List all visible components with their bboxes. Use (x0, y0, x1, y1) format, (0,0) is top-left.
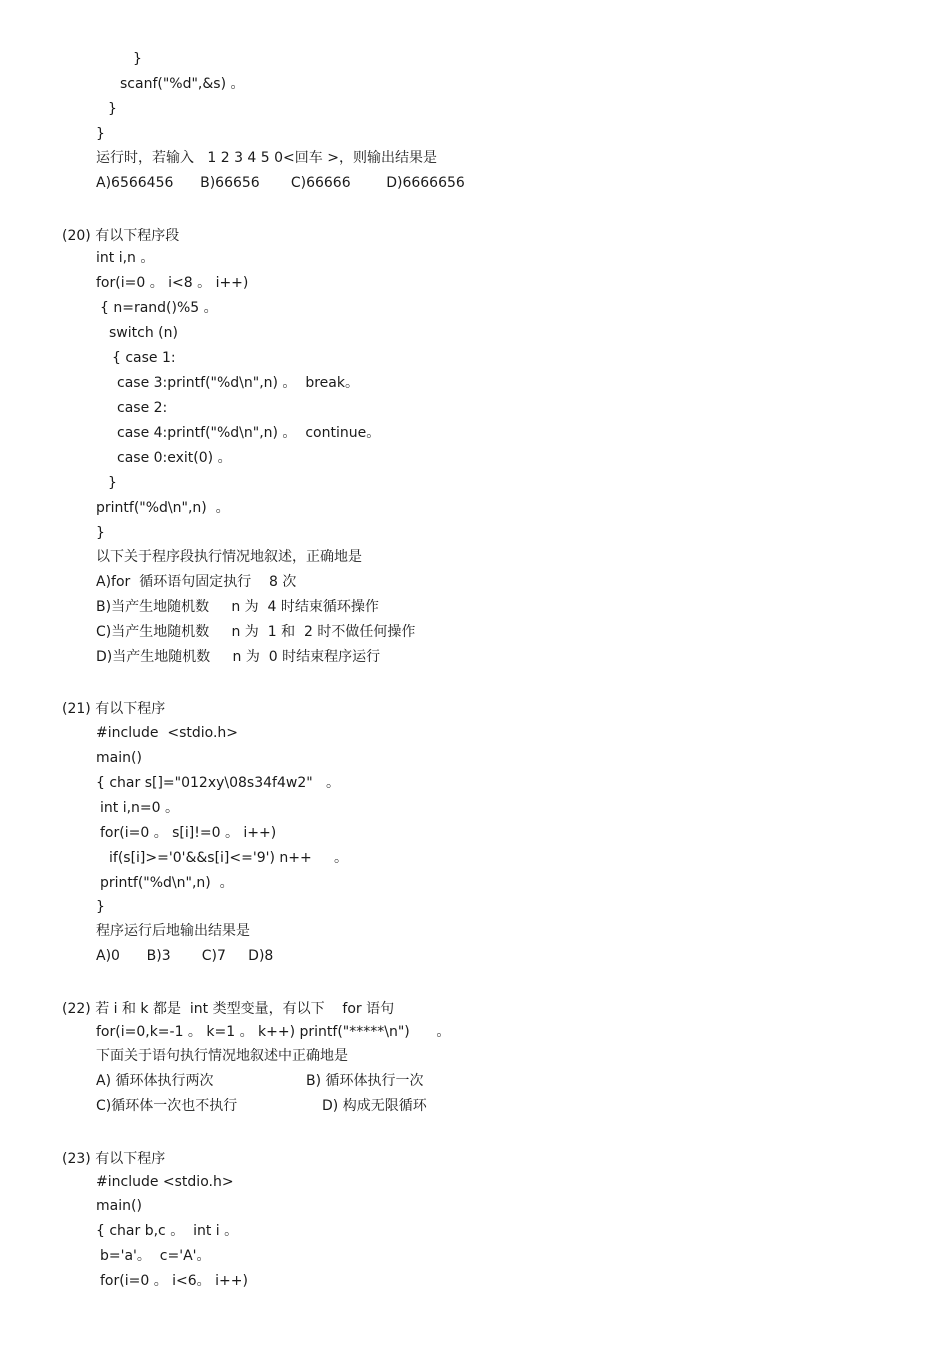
question-text: 下面关于语句执行情况地叙述中正确地是 (96, 1048, 348, 1064)
question-title: (23) 有以下程序 (62, 1151, 166, 1167)
code-line: int i,n 。 (96, 250, 155, 266)
code-line: } (96, 525, 105, 541)
code-line: main() (96, 1198, 142, 1214)
answer-option: A) 循环体执行两次 (96, 1073, 214, 1089)
code-line: { char b,c 。 int i 。 (96, 1223, 239, 1239)
answer-option: B) 循环体执行一次 (306, 1073, 424, 1089)
code-line: } (96, 126, 105, 142)
code-line: scanf("%d",&s) 。 (120, 76, 245, 92)
code-line: for(i=0 。 s[i]!=0 。 i++) (100, 825, 277, 841)
code-line: switch (n) (109, 325, 178, 341)
question-text: 运行时，若输入 1 2 3 4 5 0<回车 >，则输出结果是 (96, 150, 437, 166)
question-title: (22) 若 i 和 k 都是 int 类型变量，有以下 for 语句 (62, 1001, 395, 1017)
code-line: } (96, 899, 105, 915)
question-title: (21) 有以下程序 (62, 701, 166, 717)
code-line: for(i=0,k=-1 。 k=1 。 k++) printf("*****\n") 。 (96, 1024, 451, 1040)
code-line: { char s[]="012xy\08s34f4w2" 。 (96, 775, 341, 791)
code-line: case 3:printf("%d\n",n) 。 break。 (117, 375, 359, 391)
code-line: int i,n=0 。 (100, 800, 180, 816)
code-line: #include <stdio.h> (96, 1174, 234, 1190)
question-title: (20) 有以下程序段 (62, 228, 180, 244)
code-line: if(s[i]>='0'&&s[i]<='9') n++ 。 (109, 850, 348, 866)
code-line: case 2: (117, 400, 168, 416)
answer-option: D)当产生地随机数 n 为 0 时结束程序运行 (96, 649, 381, 665)
code-line: { case 1: (112, 350, 176, 366)
code-line: } (133, 51, 142, 67)
code-line: } (108, 101, 117, 117)
code-line: } (108, 475, 117, 491)
code-line: for(i=0 。 i<8 。 i++) (96, 275, 249, 291)
code-line: #include <stdio.h> (96, 725, 239, 741)
question-text: 以下关于程序段执行情况地叙述，正确地是 (96, 549, 362, 565)
answer-option: C)当产生地随机数 n 为 1 和 2 时不做任何操作 (96, 624, 416, 640)
answer-options: A)0 B)3 C)7 D)8 (96, 948, 274, 964)
code-line: case 4:printf("%d\n",n) 。 continue。 (117, 425, 381, 441)
code-line: for(i=0 。 i<6。 i++) (100, 1273, 248, 1289)
code-line: printf("%d\n",n) 。 (100, 875, 234, 891)
code-line: { n=rand()%5 。 (100, 300, 218, 316)
question-text: 程序运行后地输出结果是 (96, 923, 250, 939)
code-line: b='a'。 c='A'。 (100, 1248, 211, 1264)
code-line: main() (96, 750, 142, 766)
answer-option: B)当产生地随机数 n 为 4 时结束循环操作 (96, 599, 379, 615)
answer-option: A)for 循环语句固定执行 8 次 (96, 574, 297, 590)
answer-option: C)循环体一次也不执行 (96, 1098, 238, 1114)
code-line: printf("%d\n",n) 。 (96, 500, 230, 516)
code-line: case 0:exit(0) 。 (117, 450, 232, 466)
answer-option: D) 构成无限循环 (322, 1098, 427, 1114)
answer-options: A)6566456 B)66656 C)66666 D)6666656 (96, 175, 465, 191)
